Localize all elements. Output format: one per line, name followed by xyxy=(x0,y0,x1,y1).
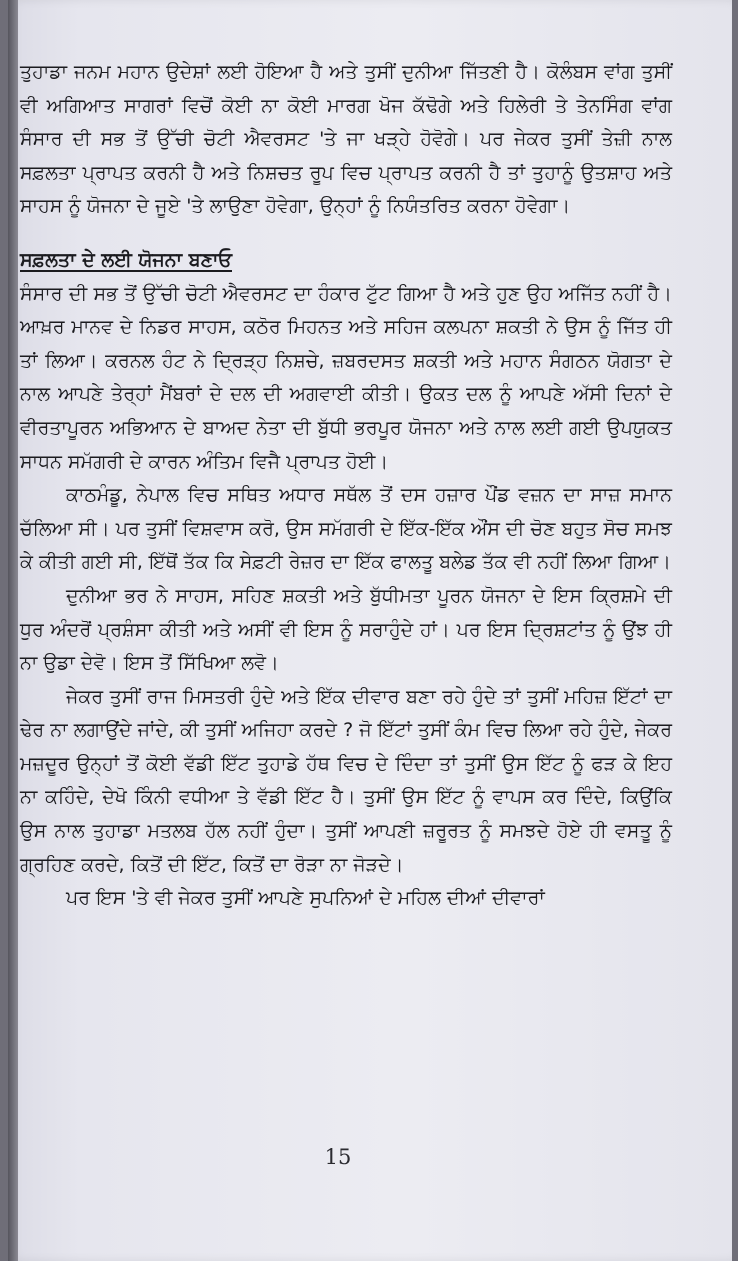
book-spine xyxy=(8,0,18,1261)
book-page xyxy=(8,0,732,1261)
section-paragraph-2: ਕਾਠਮੰਡੂ, ਨੇਪਾਲ ਵਿਚ ਸਥਿਤ ਅਧਾਰ ਸਥੱਲ ਤੋਂ ਦਸ ਹਜ਼ਾਰ ਪੌਂਡ ਵਜ਼ਨ ਦਾ ਸਾਜ਼ ਸਮਾਨ ਚੱਲਿਆ ਸੀ। ਪਰ ਤੁਸੀਂ ਵਿਸ਼ਵਾਸ ਕਰੋ, ਉਸ ਸਮੱਗਰੀ ਦੇ ਇੱਕ-ਇੱਕ ਔਂਸ ਦੀ ਚੋਣ ਬਹੁਤ ਸੋਚ ਸਮਝ ਕੇ ਕੀਤੀ ਗਈ ਸੀ, ਇੱਥੋਂ ਤੱਕ ਕਿ ਸੇਫ਼ਟੀ ਰੇਜ਼ਰ ਦਾ ਇੱਕ ਫਾਲਤੂ ਬਲੇਡ ਤੱਕ ਵੀ ਨਹੀਂ ਲਿਆ ਗਿਆ। xyxy=(20,484,672,574)
section-paragraph-5: ਪਰ ਇਸ 'ਤੇ ਵੀ ਜੇਕਰ ਤੁਸੀਂ ਆਪਣੇ ਸੁਪਨਿਆਂ ਦੇ ਮਹਿਲ ਦੀਆਂ ਦੀਵਾਰਾਂ xyxy=(66,887,545,910)
page-body xyxy=(20,56,672,916)
section-heading: ਸਫ਼ਲਤਾ ਦੇ ਲਈ ਯੋਜਨਾ ਬਣਾਓ xyxy=(20,248,232,271)
page-number: 15 xyxy=(324,1145,352,1169)
section-paragraph-3: ਦੁਨੀਆ ਭਰ ਨੇ ਸਾਹਸ, ਸਹਿਣ ਸ਼ਕਤੀ ਅਤੇ ਬੁੱਧੀਮਤਾ ਪੂਰਨ ਯੋਜਨਾ ਦੇ ਇਸ ਕ੍ਰਿਸ਼ਮੇ ਦੀ ਧੁਰ ਅੰਦਰੋਂ ਪ੍ਰਸ਼ੰਸਾ ਕੀਤੀ ਅਤੇ ਅਸੀਂ ਵੀ ਇਸ ਨੂੰ ਸਰਾਹੁੰਦੇ ਹਾਂ। ਪਰ ਇਸ ਦ੍ਰਿਸ਼ਟਾਂਤ ਨੂੰ ਉਂਝ ਹੀ ਨਾ ਉਡਾ ਦੇਵੋ। ਇਸ ਤੋਂ ਸਿੱਖਿਆ ਲਵੋ। xyxy=(20,584,672,675)
section-paragraph-4: ਜੇਕਰ ਤੁਸੀਂ ਰਾਜ ਮਿਸਤਰੀ ਹੁੰਦੇ ਅਤੇ ਇੱਕ ਦੀਵਾਰ ਬਣਾ ਰਹੇ ਹੁੰਦੇ ਤਾਂ ਤੁਸੀਂ ਮਹਿਜ਼ ਇੱਟਾਂ ਦਾ ਢੇਰ ਨਾ ਲਗਾਉਂਦੇ ਜਾਂਦੇ, ਕੀ ਤੁਸੀਂ ਅਜਿਹਾ ਕਰਦੇ ? ਜੋ ਇੱਟਾਂ ਤੁਸੀਂ ਕੰਮ ਵਿਚ ਲਿਆ ਰਹੇ ਹੁੰਦੇ, ਜੇਕਰ ਮਜ਼ਦੂਰ ਉਨ੍ਹਾਂ ਤੋਂ ਕੋਈ ਵੱਡੀ ਇੱਟ ਤੁਹਾਡੇ ਹੱਥ ਵਿਚ ਦੇ ਦਿੰਦਾ ਤਾਂ ਤੁਸੀਂ ਉਸ ਇੱਟ ਨੂੰ ਫੜ ਕੇ ਇਹ ਨਾ ਕਹਿੰਦੇ, ਦੇਖੋ ਕਿੰਨੀ ਵਧੀਆ ਤੇ ਵੱਡੀ ਇੱਟ ਹੈ। ਤੁਸੀਂ ਉਸ ਇੱਟ ਨੂੰ ਵਾਪਸ ਕਰ ਦਿੰਦੇ, ਕਿਉਂਕਿ ਉਸ ਨਾਲ ਤੁਹਾਡਾ ਮਤਲਬ ਹੱਲ ਨਹੀਂ ਹੁੰਦਾ। ਤੁਸੀਂ ਆਪਣੀ ਜ਼ਰੂਰਤ ਨੂੰ ਸਮਝਦੇ ਹੋਏ ਹੀ ਵਸਤੂ ਨੂੰ ਗ੍ਰਹਿਣ ਕਰਦੇ, ਕਿਤੋਂ ਦੀ ਇੱਟ, ਕਿਤੋਂ ਦਾ ਰੋੜਾ ਨਾ ਜੋੜਦੇ। xyxy=(20,685,672,876)
intro-paragraph: ਤੁਹਾਡਾ ਜਨਮ ਮਹਾਨ ਉਦੇਸ਼ਾਂ ਲਈ ਹੋਇਆ ਹੈ ਅਤੇ ਤੁਸੀਂ ਦੁਨੀਆ ਜਿੱਤਣੀ ਹੈ। ਕੋਲੰਬਸ ਵਾਂਗ ਤੁਸੀਂ ਵੀ ਅਗਿਆਤ ਸਾਗਰਾਂ ਵਿਚੋਂ ਕੋਈ ਨਾ ਕੋਈ ਮਾਰਗ ਖੋਜ ਕੱਢੋਗੇ ਅਤੇ ਹਿਲੇਰੀ ਤੇ ਤੇਨਸਿੰਗ ਵਾਂਗ ਸੰਸਾਰ ਦੀ ਸਭ ਤੋਂ ਉੱਚੀ ਚੋਟੀ ਐਵਰਸਟ 'ਤੇ ਜਾ ਖੜ੍ਹੇ ਹੋਵੋਗੇ। ਪਰ ਜੇਕਰ ਤੁਸੀਂ ਤੇਜ਼ੀ ਨਾਲ ਸਫ਼ਲਤਾ ਪ੍ਰਾਪਤ ਕਰਨੀ ਹੈ ਅਤੇ ਨਿਸ਼ਚਤ ਰੂਪ ਵਿਚ ਪ੍ਰਾਪਤ ਕਰਨੀ ਹੈ ਤਾਂ ਤੁਹਾਨੂੰ ਉਤਸ਼ਾਹ ਅਤੇ ਸਾਹਸ ਨੂੰ ਯੋਜਨਾ ਦੇ ਜੂਏ 'ਤੇ ਲਾਉਣਾ ਹੋਵੇਗਾ, ਉਨ੍ਹਾਂ ਨੂੰ ਨਿਯੰਤਰਿਤ ਕਰਨਾ ਹੋਵੇਗਾ। xyxy=(20,61,672,218)
section-paragraph-1: ਸੰਸਾਰ ਦੀ ਸਭ ਤੋਂ ਉੱਚੀ ਚੋਟੀ ਐਵਰਸਟ ਦਾ ਹੰਕਾਰ ਟੁੱਟ ਗਿਆ ਹੈ ਅਤੇ ਹੁਣ ਉਹ ਅਜਿੱਤ ਨਹੀਂ ਹੈ। ਆਖ਼ਰ ਮਾਨਵ ਦੇ ਨਿਡਰ ਸਾਹਸ, ਕਠੋਰ ਮਿਹਨਤ ਅਤੇ ਸਹਿਜ ਕਲਪਨਾ ਸ਼ਕਤੀ ਨੇ ਉਸ ਨੂੰ ਜਿੱਤ ਹੀ ਤਾਂ ਲਿਆ। ਕਰਨਲ ਹੰਟ ਨੇ ਦ੍ਰਿੜ੍ਹ ਨਿਸ਼ਚੇ, ਜ਼ਬਰਦਸਤ ਸ਼ਕਤੀ ਅਤੇ ਮਹਾਨ ਸੰਗਠਨ ਯੋਗਤਾ ਦੇ ਨਾਲ ਆਪਣੇ ਤੇਰ੍ਹਾਂ ਮੈਂਬਰਾਂ ਦੇ ਦਲ ਦੀ ਅਗਵਾਈ ਕੀਤੀ। ਉਕਤ ਦਲ ਨੂੰ ਆਪਣੇ ਅੱਸੀ ਦਿਨਾਂ ਦੇ ਵੀਰਤਾਪੂਰਨ ਅਭਿਆਨ ਦੇ ਬਾਅਦ ਨੇਤਾ ਦੀ ਬੁੱਧੀ ਭਰਪੂਰ ਯੋਜਨਾ ਅਤੇ ਨਾਲ ਲਈ ਗਈ ਉਪਯੁਕਤ ਸਾਧਨ ਸਮੱਗਰੀ ਦੇ ਕਾਰਨ ਅੰਤਿਮ ਵਿਜੈ ਪ੍ਰਾਪਤ ਹੋਈ। xyxy=(20,282,672,473)
